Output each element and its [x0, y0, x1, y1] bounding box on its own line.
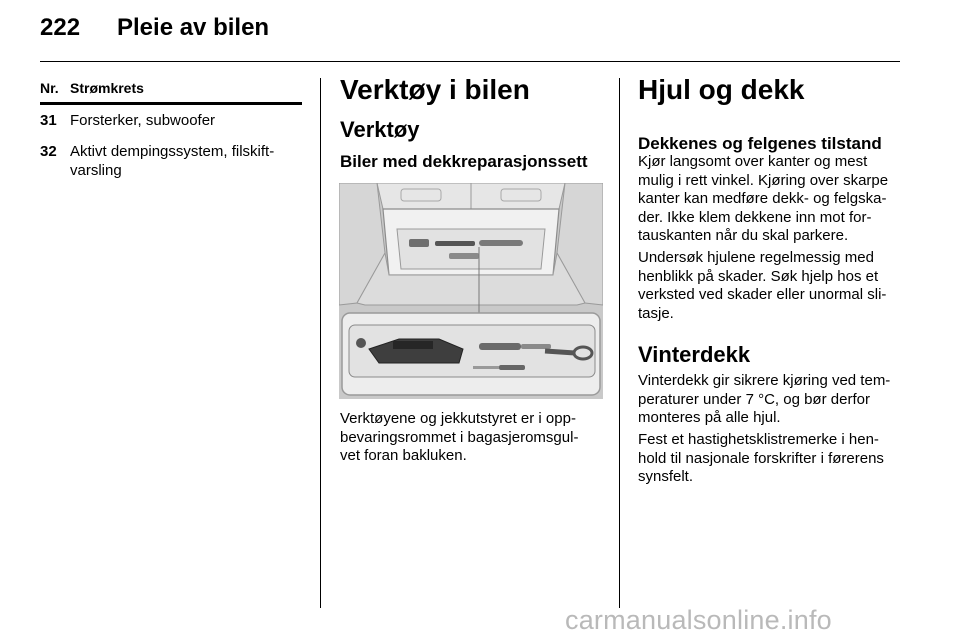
- watermark: carmanualsonline.info: [565, 605, 832, 635]
- section-heading-wheels: Hjul og dekk: [638, 74, 805, 105]
- fuse-circuit: Forsterker, subwoofer: [70, 112, 216, 129]
- column-header-nr: Nr.: [40, 80, 59, 96]
- speed-sticker-paragraph: Fest et hastighetsklistremerke i hen- hold til nasjonale forskrifter i førerens synsfelt.: [638, 431, 884, 485]
- header-rule: [40, 61, 900, 62]
- page-title: Pleie av bilen: [117, 14, 270, 41]
- fuse-table-header: [40, 80, 302, 102]
- column-header-circuit: Strømkrets: [70, 80, 144, 96]
- table-header-rule: [40, 102, 302, 105]
- column-divider: [619, 78, 620, 608]
- tools-illustration: [339, 183, 603, 399]
- winter-tyres-paragraph: Vinterdekk gir sikrere kjøring ved tem- peraturer under 7 °C, og bør derfor monteres på alle hjul.: [638, 372, 891, 426]
- column-divider: [320, 78, 321, 608]
- tools-paragraph: Verktøyene og jekkutstyret er i opp- bevaringsrommet i bagasjeromsgul- vet foran bakluken.: [340, 410, 579, 464]
- subheading-tyre-condition: Dekkenes og felgenes tilstand: [638, 134, 882, 153]
- subsubheading-repair-kit: Biler med dekkreparasjonssett: [340, 152, 588, 171]
- fuse-number: 31: [40, 112, 57, 129]
- section-heading-tools: Verktøy i bilen: [340, 74, 530, 105]
- subheading-winter-tyres: Vinterdekk: [638, 342, 751, 367]
- tyre-condition-paragraph: Kjør langsomt over kanter og mest mulig i rett vinkel. Kjøring over skarpe kanter kan medføre dekk- og felgska- der. Ikke klem dekkene inn mot for- tauskanten når du skal parkere.: [638, 153, 889, 244]
- tyre-inspection-paragraph: Undersøk hjulene regelmessig med henblikk på skader. Søk hjelp hos et verksted ved skader eller unormal sli- tasje.: [638, 249, 887, 322]
- fuse-number: 32: [40, 143, 57, 160]
- subheading-tools: Verktøy: [340, 117, 420, 142]
- page-number: 222: [40, 14, 81, 41]
- fuse-circuit: Aktivt dempingssystem, filskift- varsling: [70, 143, 275, 179]
